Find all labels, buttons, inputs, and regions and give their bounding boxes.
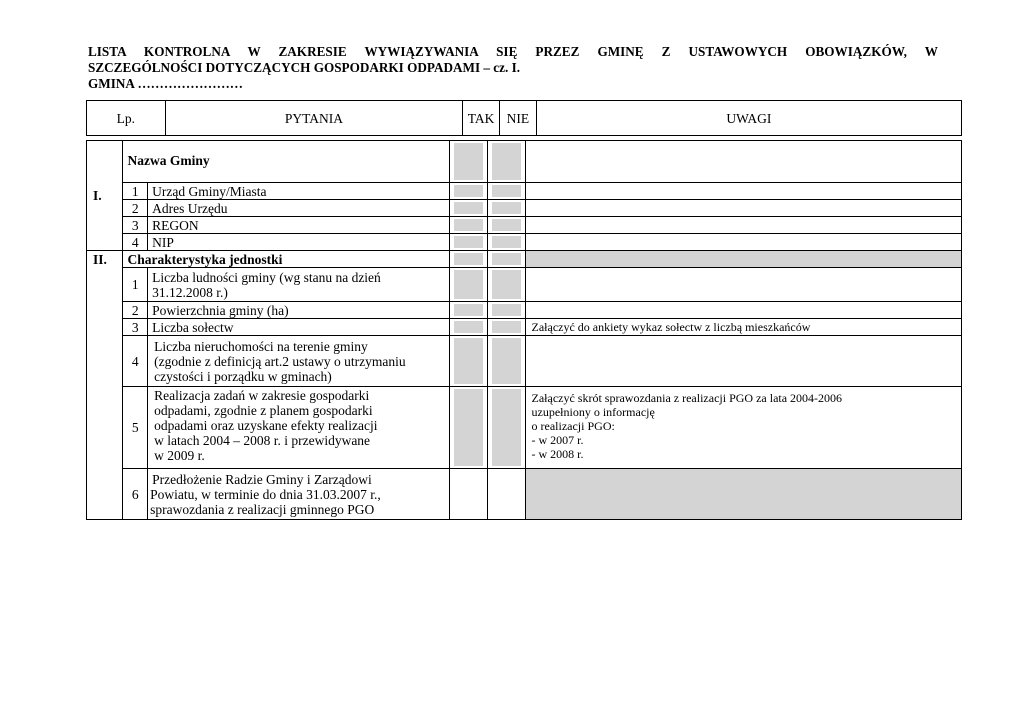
table-row: [87, 319, 962, 336]
nie-cell[interactable]: [488, 319, 526, 336]
uwagi-cell[interactable]: [525, 302, 961, 319]
tak-cell[interactable]: [450, 319, 488, 336]
item-question: Liczba nieruchomości na terenie gminy (zgodnie z definicją art.2 ustawy o utrzymaniu czystości i porządku w gminach): [148, 336, 450, 387]
item-question: NIP: [148, 234, 450, 251]
item-question: REGON: [148, 217, 450, 234]
uwagi-cell[interactable]: [525, 268, 961, 302]
col-lp: Lp.: [87, 101, 166, 136]
nie-cell[interactable]: [488, 217, 526, 234]
nie-cell[interactable]: [488, 200, 526, 217]
item-question: Przedłożenie Radzie Gminy i Zarządowi Powiatu, w terminie do dnia 31.03.2007 r., sprawozdania z realizacji gminnego PGO: [148, 469, 450, 520]
item-number: 3: [123, 319, 148, 336]
item-number: 1: [123, 268, 148, 302]
tak-cell[interactable]: [450, 234, 488, 251]
nie-cell[interactable]: [488, 336, 526, 387]
item-question: Realizacja zadań w zakresie gospodarki odpadami, zgodnie z planem gospodarki odpadami oraz uzyskane efekty realizacji w latach 2004 – 2008 r. i przewidywane w 2009 r.: [148, 387, 450, 469]
nie-cell[interactable]: [488, 141, 526, 183]
tak-cell[interactable]: [450, 302, 488, 319]
uwagi-cell[interactable]: Załączyć do ankiety wykaz sołectw z liczbą mieszkańców: [525, 319, 961, 336]
tak-cell[interactable]: [450, 183, 488, 200]
item-question: Adres Urzędu: [148, 200, 450, 217]
uwagi-cell[interactable]: [525, 469, 961, 520]
tak-cell[interactable]: [450, 268, 488, 302]
table-row: [87, 200, 962, 217]
uwagi-cell[interactable]: [525, 141, 961, 183]
heading-line-2: SZCZEGÓLNOŚCI DOTYCZĄCYCH GOSPODARKI ODPADAMI – cz. I.: [88, 60, 521, 75]
item-number: 6: [123, 469, 148, 520]
uwagi-cell[interactable]: Załączyć skrót sprawozdania z realizacji PGO za lata 2004-2006 uzupełniony o informację o realizacji PGO: - w 2007 r. - w 2008 r.: [525, 387, 961, 469]
tak-cell[interactable]: [450, 336, 488, 387]
nie-cell[interactable]: [488, 302, 526, 319]
col-nie: NIE: [499, 101, 536, 136]
uwagi-cell[interactable]: [525, 200, 961, 217]
item-number: 5: [123, 387, 148, 469]
table-row: [87, 251, 962, 268]
nie-cell[interactable]: [488, 183, 526, 200]
tak-cell[interactable]: [450, 469, 488, 520]
section-title: Nazwa Gminy: [123, 141, 450, 183]
table-row: [87, 387, 962, 469]
table-row: [87, 302, 962, 319]
checklist-table: [86, 140, 962, 520]
tak-cell[interactable]: [450, 141, 488, 183]
uwagi-cell[interactable]: [525, 234, 961, 251]
section-number: II.: [87, 251, 123, 520]
section-title: Charakterystyka jednostki: [123, 251, 450, 268]
table-row: [87, 469, 962, 520]
nie-cell[interactable]: [488, 387, 526, 469]
tak-cell[interactable]: [450, 200, 488, 217]
item-number: 2: [123, 302, 148, 319]
tak-cell[interactable]: [450, 387, 488, 469]
item-question: Urząd Gminy/Miasta: [148, 183, 450, 200]
item-question: Liczba sołectw: [148, 319, 450, 336]
item-question: Powierzchnia gminy (ha): [148, 302, 450, 319]
item-number: 3: [123, 217, 148, 234]
item-number: 1: [123, 183, 148, 200]
item-number: 4: [123, 336, 148, 387]
table-row: [87, 234, 962, 251]
col-tak: TAK: [463, 101, 500, 136]
item-number: 2: [123, 200, 148, 217]
heading-line-3: GMINA ……………………: [88, 76, 243, 91]
uwagi-cell[interactable]: [525, 217, 961, 234]
section-number: I.: [87, 141, 123, 251]
col-pytania: PYTANIA: [165, 101, 462, 136]
nie-cell[interactable]: [488, 268, 526, 302]
table-row: [87, 217, 962, 234]
heading-line-1: LISTA KONTROLNA W ZAKRESIE WYWIĄZYWANIA SIĘ PRZEZ GMINĘ Z USTAWOWYCH OBOWIĄZKÓW, W: [88, 44, 938, 59]
nie-cell[interactable]: [488, 234, 526, 251]
document-heading: [88, 44, 938, 92]
col-uwagi: UWAGI: [536, 101, 961, 136]
item-number: 4: [123, 234, 148, 251]
table-row: [87, 141, 962, 183]
table-row: [87, 336, 962, 387]
item-question: Liczba ludności gminy (wg stanu na dzień 31.12.2008 r.): [148, 268, 450, 302]
uwagi-cell[interactable]: [525, 251, 961, 268]
header-table: [86, 100, 962, 136]
tak-cell[interactable]: [450, 217, 488, 234]
nie-cell[interactable]: [488, 251, 526, 268]
table-row: [87, 183, 962, 200]
tak-cell[interactable]: [450, 251, 488, 268]
table-row: [87, 268, 962, 302]
nie-cell[interactable]: [488, 469, 526, 520]
uwagi-cell[interactable]: [525, 183, 961, 200]
uwagi-cell[interactable]: [525, 336, 961, 387]
